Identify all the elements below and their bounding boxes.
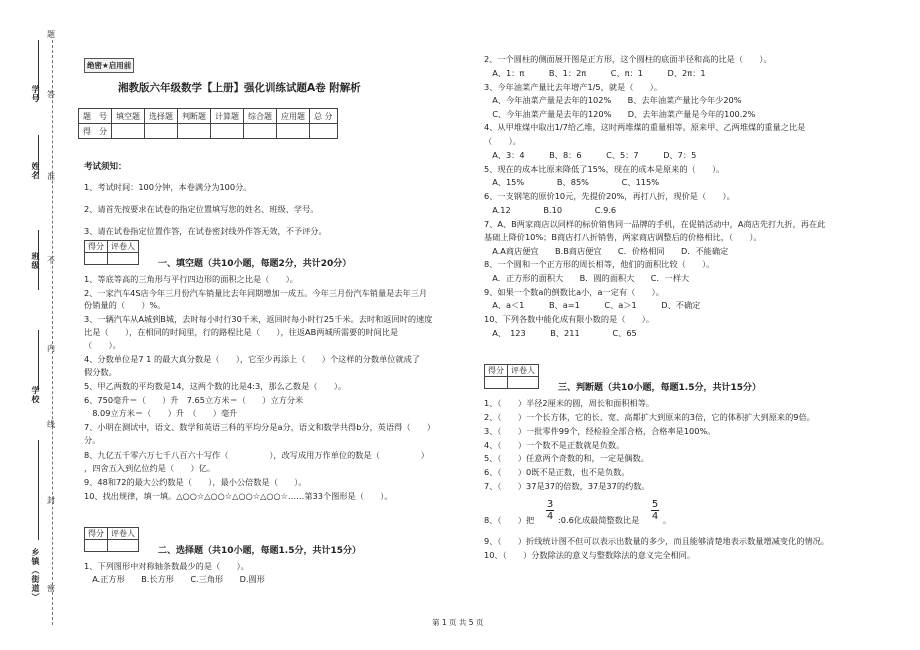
question-line: A、a＜1 B、a=1 C、a＞1 D、不确定: [484, 300, 701, 310]
seal-char: 准: [47, 172, 55, 181]
class-label: 班级: [31, 252, 40, 270]
question-line: C、今年油菜产量是去年的120% D、去年油菜产量是今年的100.2%: [484, 109, 756, 119]
seal-char: 密: [47, 584, 55, 593]
score-cell[interactable]: [145, 124, 178, 139]
score-cell[interactable]: [112, 124, 145, 139]
question-line: A、1：π B、1：2π C、π：1 D、2π：1: [484, 68, 706, 78]
question-line-end: 。: [663, 515, 672, 525]
confidential-tag: 绝密★启用前: [84, 58, 134, 73]
scorebox-score-cell[interactable]: [85, 253, 108, 265]
question-line: A.A商店便宜 B.B商店便宜 C．价格相同 D．不能确定: [484, 246, 729, 256]
question-line: 比是（ ），在相同的时间里，行的路程比是（ ），往返AB两城所需要的时间比是: [84, 327, 399, 337]
question-line: 2、（ ）一个长方体，它的长、宽、高都扩大到原来的3倍，它的体积扩大到原来的9倍。: [484, 412, 815, 422]
question-line: 份销量的（ ）%。: [84, 300, 166, 310]
seal-char: 内: [47, 344, 55, 353]
section3-title: 三、判断题（共10小题，每题1.5分，共计15分）: [558, 383, 761, 393]
scorebox-score-cell[interactable]: [85, 540, 108, 552]
question-line: 8.09立方米＝（ ）升 （ ）毫升: [84, 408, 238, 418]
fraction-numerator: 3: [546, 499, 554, 510]
question-line: 5、现在的成本比原来降低了15%，现在的成本是原来的（ ）。: [484, 164, 725, 174]
question-line: A．正方形的面积大 B．圆的面积大 C．一样大: [484, 273, 690, 283]
scorebox-score-label: 得分: [85, 241, 108, 253]
question-line: A、15% B、85% C、115%: [484, 177, 659, 187]
section1-scorebox: [84, 240, 139, 265]
question-line: 9、如果一个数a的倒数比a小，a一定有（ ）。: [484, 287, 664, 297]
student-id-label: 学号: [31, 85, 40, 103]
seal-char: 线: [47, 420, 55, 429]
question-line: 分。: [84, 435, 101, 445]
question-line: 假分数。: [84, 367, 117, 377]
name-label: 姓名: [31, 162, 40, 180]
scorebox-grader-cell[interactable]: [108, 540, 139, 552]
question-line: 1、下列图形中对称轴条数最少的是（ ）。: [84, 561, 249, 571]
fraction-denominator: 4: [546, 511, 554, 522]
question-line: 10、（ ）分数除法的意义与整数除法的意义完全相同。: [484, 550, 696, 560]
section2-title: 二、选择题（共10小题，每题1.5分，共计15分）: [158, 546, 361, 556]
question-line: A.正方形 B.长方形 C.三角形 D.圆形: [84, 574, 265, 584]
question-line: 4、分数单位是7 1 的最大真分数是（ ），它至少再添上（ ）个这样的分数单位就成了: [84, 354, 421, 364]
question-line: A、 123 B、211 C、65: [484, 328, 637, 338]
scorebox-grader-label: 评卷人: [508, 365, 539, 377]
section2-scorebox: [84, 527, 139, 552]
section1-title: 一、填空题（共10小题，每题2分，共计20分）: [158, 259, 352, 269]
question-line: 3、（ ）一批零件99个，经检验全部合格，合格率是100%。: [484, 426, 716, 436]
scorebox-score-label: 得分: [85, 528, 108, 540]
score-table-header: 计算题: [211, 109, 244, 124]
question-line: 8、（ ）把: [484, 515, 535, 525]
score-table-header: 填空题: [112, 109, 145, 124]
fraction-five-fourths: [651, 499, 659, 522]
scorebox-score-cell[interactable]: [485, 377, 508, 389]
question-line: 1、（ ）半径2厘米的圆，周长和面积相等。: [484, 398, 655, 408]
seal-char: 不: [47, 256, 55, 265]
question-line: 4、从甲堆煤中取出1/7给乙堆，这时两堆煤的重量相等。原来甲、乙两堆煤的重量之比是: [484, 122, 806, 132]
question-line: :0.6化成最简整数比是: [558, 515, 640, 525]
question-line: A、3：4 B、8：6 C、5：7 D、7：5: [484, 150, 697, 160]
question-line: 10、下列各数中能化成有限小数的是（ ）。: [484, 314, 655, 324]
question-line: 2、一个圆柱的侧面展开图是正方形，这个圆柱的底面半径和高的比是（ ）。: [484, 54, 772, 64]
question-line: 6、（ ）0既不是正数，也不是负数。: [484, 467, 630, 477]
township-label: 乡镇（街道）: [31, 548, 40, 602]
question-line: 7、（ ）37是37的倍数，37是37的约数。: [484, 481, 650, 491]
notice-item: 1、考试时间：100分钟，本卷满分为100分。: [84, 182, 252, 192]
question-line: A.12 B.10 C.9.6: [484, 205, 617, 215]
score-table-header: 总 分: [310, 109, 338, 124]
seal-char: 封: [47, 496, 55, 505]
score-cell[interactable]: [277, 124, 310, 139]
scorebox-grader-label: 评卷人: [108, 241, 139, 253]
page-title: 湘教版六年级数学【上册】强化训练试题A卷 附解析: [118, 82, 361, 94]
question-line: 5、（ ）任意两个奇数的和，一定是偶数。: [484, 453, 649, 463]
question-line: 7、A、B两家商店以同样的标价销售同一品牌的手机，在促销活动中，A商店先打九折，再在此: [484, 219, 826, 229]
scorebox-score-label: 得分: [485, 365, 508, 377]
question-line: 9、（ ）折线统计图不但可以表示出数量的多少，而且能够清楚地表示数量增减变化的情况。: [484, 536, 829, 546]
seal-char: 题: [47, 30, 55, 39]
scorebox-grader-label: 评卷人: [108, 528, 139, 540]
score-table-header: 判断题: [178, 109, 211, 124]
scorebox-grader-cell[interactable]: [108, 253, 139, 265]
seal-char: 答: [47, 90, 55, 99]
field-line: [38, 440, 39, 540]
fraction-numerator: 5: [651, 499, 659, 510]
question-line: 5、甲乙两数的平均数是14，这两个数的比是4:3，那么乙数是（ ）。: [84, 381, 347, 391]
question-line: 8、九亿五千零六万七千八百六十写作（ ），改写成用万作单位的数是（ ）: [84, 450, 429, 460]
question-line: 10、找出规律，填一填。△○○☆△○○☆△○○☆△○○☆……第33个图形是（ ）。: [84, 491, 393, 501]
question-line: 2、一家汽车4S店今年三月份汽车销量比去年同期增加一成五。今年三月份汽车销量是去年三月: [84, 288, 428, 298]
fraction-denominator: 4: [651, 511, 659, 522]
score-cell[interactable]: [310, 124, 338, 139]
score-table-row-label: 得 分: [79, 124, 112, 139]
score-table-header: 综合题: [244, 109, 277, 124]
school-label: 学校: [31, 386, 40, 404]
section3-scorebox: [484, 364, 539, 389]
question-line: 基础上降价10%；B商店打八折销售，两家商店调整后的价格相比，（ ）。: [484, 232, 762, 242]
question-line: （ ）。: [484, 136, 521, 146]
question-line: 3、今年油菜产量比去年增产1/5，就是（ ）。: [484, 82, 663, 92]
question-line: ，四舍五入到亿位约是（ ）亿。: [84, 463, 216, 473]
page-footer: 第 1 页 共 5 页: [432, 618, 484, 627]
question-line: 8、一个圆和一个正方形的周长相等，他们的面积比较（ ）。: [484, 259, 715, 269]
question-line: 6、750毫升＝（ ）升 7.65立方米＝（ ）立方分米: [84, 395, 304, 405]
score-cell[interactable]: [211, 124, 244, 139]
notice-title: 考试须知：: [84, 162, 127, 172]
notice-item: 2、请首先按要求在试卷的指定位置填写您的姓名、班级、学号。: [84, 204, 319, 214]
fraction-three-fourths: [546, 499, 554, 522]
score-table-header: 选择题: [145, 109, 178, 124]
notice-item: 3、请在试卷指定位置作答，在试卷密封线外作答无效，不予评分。: [84, 226, 327, 236]
question-line: 7、小明在测试中，语文、数学和英语三科的平均分是a分，语文和数学共得b分，英语得（ ）: [84, 422, 436, 432]
question-line: 6、一支钢笔的原价10元，先提价20%，再打八折，现价是（ ）。: [484, 191, 735, 201]
question-line: 4、（ ）一个数不是正数就是负数。: [484, 440, 625, 450]
score-table-header: 应用题: [277, 109, 310, 124]
score-table-header: 题 号: [79, 109, 112, 124]
question-line: 1、等底等高的三角形与平行四边形的面积之比是（ ）。: [84, 274, 298, 284]
score-cell[interactable]: [244, 124, 277, 139]
question-line: A、今年油菜产量是去年的102% B、去年油菜产量比今年少20%: [484, 95, 742, 105]
question-line: 3、一辆汽车从A城到B城，去时每小时行30千米，返回时每小时行25千米。去时和返回时的速度: [84, 314, 433, 324]
scorebox-grader-cell[interactable]: [508, 377, 539, 389]
score-cell[interactable]: [178, 124, 211, 139]
field-line: [38, 330, 39, 390]
seal-dashed-line: [52, 40, 53, 625]
question-line: （ ）。: [84, 340, 121, 350]
question-line: 9、48和72的最大公约数是（ ），最小公倍数是（ ）。: [84, 477, 307, 487]
score-table: [78, 108, 338, 139]
